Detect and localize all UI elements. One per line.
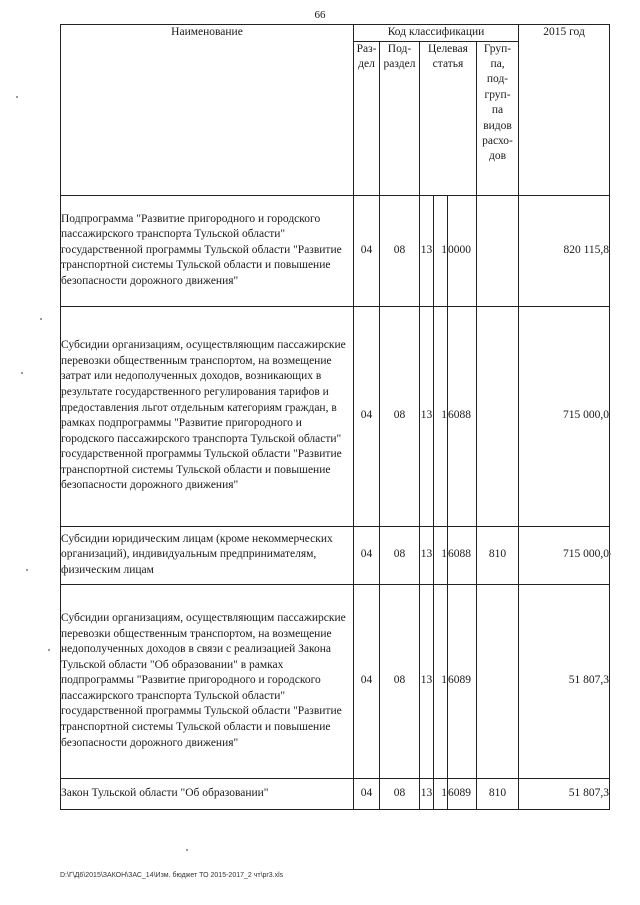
page-number: 66: [314, 9, 326, 21]
scan-speck: [40, 318, 42, 320]
row-expense-group: 810: [477, 778, 519, 809]
row-expense-group: [477, 195, 519, 306]
row-target-direction: 6089: [448, 584, 477, 778]
row-name: Субсидии организациям, осуществляющим пассажирские перевозки общественным транспортом, на возмещение недополученных доходов в связи с реализацией Закона Тульской области "Об образовании" в рамках подпрограммы "Развитие пригородного и городского пассажирского транспорта Тульской области" государственной программы Тульской области "Развитие транспортной системы Тульской области и повышение безопасности дорожного движения": [61, 584, 354, 778]
row-amount: 51 807,3: [519, 584, 610, 778]
row-section: 04: [354, 778, 380, 809]
row-target-subprogram: 1: [434, 526, 448, 584]
row-subsection: 08: [380, 584, 420, 778]
row-amount: 51 807,3: [519, 778, 610, 809]
file-path-footer: D:\Г\Д6\2015\ЗАКОН\ЗАС_14\Изм. бюджет ТО 2015-2017_2 чт\pr3.xls: [60, 872, 284, 879]
row-target-program: 13: [420, 584, 434, 778]
row-expense-group: [477, 584, 519, 778]
table-row: [61, 526, 610, 584]
scan-speck: [16, 96, 18, 98]
row-section: 04: [354, 584, 380, 778]
table-row: [61, 584, 610, 778]
row-section: 04: [354, 195, 380, 306]
row-name: Закон Тульской области "Об образовании": [61, 778, 354, 809]
row-target-program: 13: [420, 778, 434, 809]
row-subsection: 08: [380, 195, 420, 306]
column-header-name: Наименование: [61, 25, 354, 196]
column-header-section: Раз- дел: [354, 41, 380, 195]
column-header-classification: Код классификации: [354, 25, 519, 42]
row-target-subprogram: 1: [434, 306, 448, 526]
row-amount: 820 115,8: [519, 195, 610, 306]
row-target-subprogram: 1: [434, 195, 448, 306]
row-target-program: 13: [420, 526, 434, 584]
scan-speck: [186, 849, 188, 851]
row-target-direction: 6088: [448, 526, 477, 584]
table-row: [61, 195, 610, 306]
row-section: 04: [354, 306, 380, 526]
column-header-expense-group: Груп- па, под- груп- па видов расхо- дов: [477, 41, 519, 195]
table-row: [61, 778, 610, 809]
row-target-program: 13: [420, 306, 434, 526]
row-amount: 715 000,0: [519, 306, 610, 526]
row-subsection: 08: [380, 778, 420, 809]
row-name: Субсидии юридическим лицам (кроме некоммерческих организаций), индивидуальным предпринимателям, физическим лицам: [61, 526, 354, 584]
row-target-subprogram: 1: [434, 778, 448, 809]
row-target-direction: 6089: [448, 778, 477, 809]
table-header-row-main: [61, 25, 610, 42]
row-name: Подпрограмма "Развитие пригородного и городского пассажирского транспорта Тульской области" государственной программы Тульской области "Развитие транспортной системы Тульской области и повышение безопасности дорожного движения": [61, 195, 354, 306]
scan-speck: [26, 569, 28, 571]
row-amount: 715 000,0: [519, 526, 610, 584]
column-header-subsection: Под- раздел: [380, 41, 420, 195]
table-row: [61, 306, 610, 526]
budget-table: [60, 24, 610, 810]
row-expense-group: 810: [477, 526, 519, 584]
row-name: Субсидии организациям, осуществляющим пассажирские перевозки общественным транспортом, на возмещение затрат или недополученных доходов, возникающих в результате государственного регулирования тарифов и предоставления льгот отдельным категориям граждан, в рамках подпрограммы "Развитие пригородного и городского пассажирского транспорта Тульской области" государственной программы Тульской области "Развитие транспортной системы Тульской области и повышение безопасности дорожного движения": [61, 306, 354, 526]
scan-speck: [48, 649, 50, 651]
column-header-year: 2015 год: [519, 25, 610, 196]
scan-speck: [609, 553, 611, 555]
row-expense-group: [477, 306, 519, 526]
row-target-program: 13: [420, 195, 434, 306]
row-subsection: 08: [380, 526, 420, 584]
row-target-direction: 0000: [448, 195, 477, 306]
row-subsection: 08: [380, 306, 420, 526]
row-target-direction: 6088: [448, 306, 477, 526]
row-section: 04: [354, 526, 380, 584]
column-header-target-item: Целевая статья: [420, 41, 477, 195]
scan-speck: [21, 372, 23, 374]
row-target-subprogram: 1: [434, 584, 448, 778]
